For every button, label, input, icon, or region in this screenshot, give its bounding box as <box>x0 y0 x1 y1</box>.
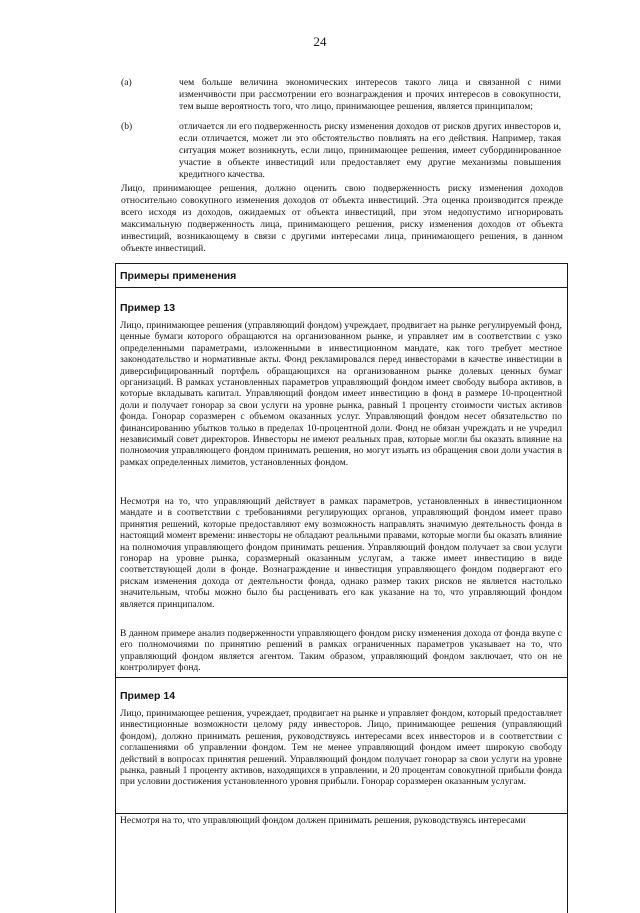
list-item-text: чем больше величина экономических интересов такого лица и связанной с ними изменчивости при рассмотрении его вознаграждения и прочих интересов в совокупности, тем выше вероятность того, что лицо, принимающее решения, является принципалом; <box>179 77 561 112</box>
list-item-a <box>121 77 561 113</box>
list-item-text: отличается ли его подверженность риску изменения доходов от рисков других инвесторов и, если отличается, может ли это обстоятельство повлиять на его действия. Например, такая ситуация может возникнуть, если лицо, принимающее решения, имеет субординированное участие в объекте инвестиций или предоставляет ему другие механизмы повышения кредитного качества. <box>179 121 561 180</box>
examples-box-title: Примеры применения <box>116 264 567 288</box>
example-14-paragraph-1: Лицо, принимающее решения, учреждает, продвигает на рынке и управляет фондом, который предоставляет инвестиционные возможности целому ряду инвесторов. Лицо, принимающее решения (управляющий фондом), должно принимать решения, руководствуясь интересами всех инвесторов и в соответствии с соглашениями об управлении фондом. Тем не менее управляющий фондом имеет широкую свободу действий в вопросах принятия решений. Управляющий фондом получает гонорар за свои услуги на уровне рынка, равный 1 проценту активов, находящихся в управлении, и 20 процентам совокупной прибыли фонда при условии достижения установленного уровня прибыли. Гонорар соразмерен оказанным услугам. <box>120 709 562 788</box>
example-13-paragraph-2: Несмотря на то, что управляющий действует в рамках параметров, установленных в инвестиционном мандате и в соответствии с требованиями регулирующих органов, управляющий фондом имеет право принятия решений, которые предоставляют ему возможность направлять значимую деятельность фонда в настоящий момент времени: инвесторы не обладают реальными правами, которые могли бы оказать влияние на полномочия управляющего фондом принимать решения. Управляющий фондом получает за свои услуги гонорар на уровне рынка, соразмерный оказанным услугам, а также имеет инвестицию в виде соответствующей доли в фонде. Вознаграждение и инвестиция управляющего фондом подвергают его рискам изменения дохода от деятельности фонда, однако размер таких рисков не является настолько значительным, чтобы можно было бы расценивать его как указание на то, что управляющий фондом является принципалом. <box>120 497 562 610</box>
intro-paragraph: Лицо, принимающее решения, должно оценить свою подверженность риску изменения доходов относительно совокупного изменения доходов от объекта инвестиций. Эта оценка производится прежде всего исходя из доходов, ожидаемых от объекта инвестиций, при этом недопустимо игнорировать максимальную подверженность лица, принимающего решения, риску изменения доходов от объекта инвестиций, возникающему в связи с другими интересами лица, принимающего решения, в данном объекте инвестиций. <box>121 183 563 254</box>
examples-box <box>115 263 568 913</box>
example-13-paragraph-1: Лицо, принимающее решения (управляющий фондом) учреждает, продвигает на рынке регулируемый фонд, ценные бумаги которого обращаются на организованном рынке, и управляет им в соответствии с узко определенными параметрами, изложенными в инвестиционном мандате, как того требует местное законодательство и нормативные акты. Фонд рекламировался перед инвесторами в качестве инвестиции в диверсифицированный портфель обращающихся на организованном рынке долевых ценных бумаг организаций. В рамках установленных параметров управляющий фондом имеет свободу выбора активов, в которые вкладывать капитал. Управляющий фондом имеет инвестицию в фонд в размере 10-процентной доли и получает гонорар за свои услуги на уровне рынка, равный 1 проценту стоимости чистых активов фонда. Гонорар соразмерен с объемом оказанных услуг. Управляющий фондом несет обязательство по финансированию убытков только в пределах 10-процентной доли. Фонд не обязан учреждать и не учредил независимый совет директоров. Инвесторы не имеют реальных прав, которые могли бы оказать влияние на полномочия управляющего фондом принимать решения, но могут изъять из обращения свои доли участия в рамках определенных лимитов, установленных фондом. <box>120 321 562 468</box>
example-14-paragraph-2: Несмотря на то, что управляющий фондом должен принимать решения, руководствуясь интересами <box>120 816 526 826</box>
example-divider <box>116 677 567 678</box>
list-marker: (a) <box>121 77 132 88</box>
example-13-heading: Пример 13 <box>120 302 176 314</box>
list-item-b <box>121 121 561 181</box>
paragraph-divider <box>116 813 567 814</box>
list-marker: (b) <box>121 121 133 132</box>
example-13-paragraph-3: В данном примере анализ подверженности управляющего фондом риску изменения дохода от фонда вкупе с его полномочиями по принятию решений в рамках ограниченных параметров указывает на то, что управляющий фондом является агентом. Таким образом, управляющий фондом заключает, что он не контролирует фонд. <box>120 629 562 674</box>
example-14-heading: Пример 14 <box>120 690 176 702</box>
page-number: 24 <box>313 34 327 49</box>
